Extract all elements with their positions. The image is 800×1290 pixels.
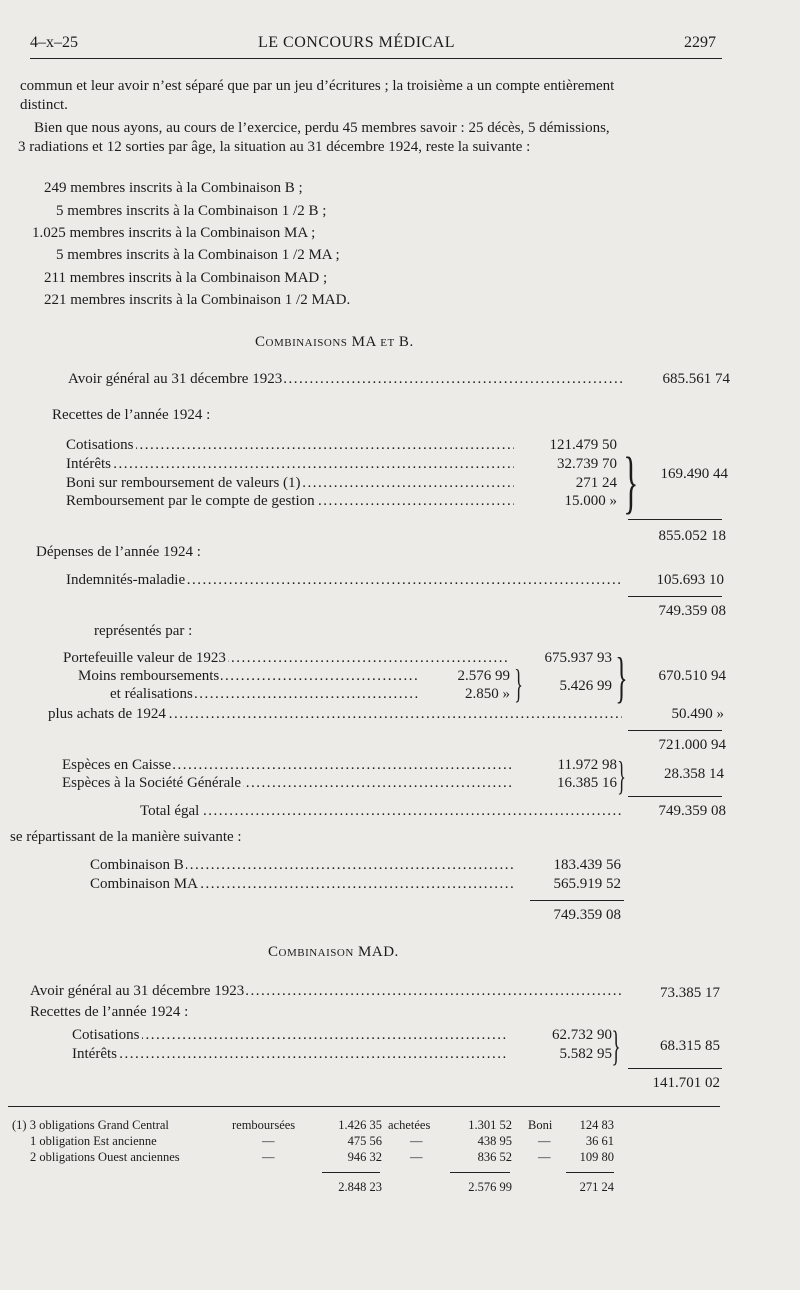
fn-total-c7: 271 24 (579, 1180, 614, 1194)
fn-c3: 946 32 (347, 1150, 382, 1164)
fn-c2: — (262, 1134, 275, 1148)
intro-line-1: commun et leur avoir n’est séparé que par un jeu d’écritures ; la troisième a un compte entièrement (20, 78, 615, 94)
sum-rule (628, 596, 722, 597)
fn-c7: 124 83 (579, 1118, 614, 1132)
leader-line (66, 475, 514, 492)
fn-total-c3: 2.848 23 (338, 1180, 382, 1194)
avoir-label: Avoir général au 31 décembre 1923 (68, 371, 283, 387)
fn-c1: 1 obligation Est ancienne (30, 1134, 157, 1148)
sum-rule (628, 796, 722, 797)
fn-c5: 836 52 (477, 1150, 512, 1164)
fn-c3: 1.426 35 (338, 1118, 382, 1132)
member-line: 1.025 membres inscrits à la Combinaison MA ; (32, 225, 316, 241)
mad-avoir-value: 73.385 17 (660, 985, 720, 1001)
leader-line (78, 668, 418, 685)
page-number: 2297 (684, 34, 716, 51)
running-date: 4–x–25 (30, 34, 78, 51)
especes-sg-value: 16.385 16 (557, 775, 617, 791)
moins-value: 2.576 99 (457, 668, 510, 684)
fn-c4: — (410, 1150, 423, 1164)
achats-label: plus achats de 1924 (48, 706, 166, 722)
right-brace: } (623, 444, 639, 521)
mad-interets-value: 5.582 95 (559, 1046, 612, 1062)
footnote-rule (8, 1106, 720, 1107)
fn-c1: (1) 3 obligations Grand Central (12, 1118, 169, 1132)
member-line: 221 membres inscrits à la Combinaison 1 /2 MAD. (44, 292, 351, 308)
mad-cotisations-value: 62.732 90 (552, 1027, 612, 1043)
recette-value: 271 24 (575, 475, 617, 491)
recettes-total: 169.490 44 (660, 466, 728, 482)
fn-c6: — (538, 1134, 551, 1148)
moins-total: 5.426 99 (559, 678, 612, 694)
leader-line (48, 706, 622, 723)
fn-c4: achetées (388, 1118, 431, 1132)
sum-rule (530, 900, 624, 901)
leader-line (90, 857, 514, 874)
realisations-value: 2.850 » (465, 686, 510, 702)
repartition-title: se répartissant de la manière suivante : (10, 829, 242, 845)
mad-interets-label: Intérêts (72, 1046, 117, 1062)
sum-rule (628, 519, 722, 520)
recette-label: Cotisations (66, 437, 134, 453)
indemnites-label: Indemnités-maladie (66, 572, 186, 588)
subtotal-1: 855.052 18 (658, 528, 726, 544)
fn-sum-rule (322, 1172, 380, 1173)
comb-ma-value: 565.919 52 (553, 876, 621, 892)
recettes-title: Recettes de l’année 1924 : (52, 407, 211, 423)
representes-label: représentés par : (94, 623, 193, 639)
leader-line (63, 650, 509, 667)
portefeuille-label: Portefeuille valeur de 1923 (63, 650, 226, 666)
repartition-total: 749.359 08 (553, 907, 621, 923)
mad-cotisations-label: Cotisations (72, 1027, 140, 1043)
especes-caisse-label: Espèces en Caisse (62, 757, 172, 773)
fn-c7: 36 61 (585, 1134, 614, 1148)
fn-c6: Boni (528, 1118, 553, 1132)
fn-c6: — (538, 1150, 551, 1164)
fn-c5: 1.301 52 (468, 1118, 512, 1132)
leader-line (30, 983, 624, 1000)
leader-line (66, 572, 622, 589)
right-brace: } (514, 661, 523, 706)
fn-c7: 109 80 (579, 1150, 614, 1164)
comb-b-value: 183.439 56 (553, 857, 621, 873)
right-brace: } (615, 647, 628, 709)
comb-ma-label: Combinaison MA (90, 876, 198, 892)
leader-line (90, 876, 514, 893)
leader-line (68, 371, 624, 388)
total-egal-value: 749.359 08 (658, 803, 726, 819)
mad-recettes-title: Recettes de l’année 1924 : (30, 1004, 189, 1020)
avoir-value: 685.561 74 (662, 371, 730, 387)
recette-label: Intérêts (66, 456, 111, 472)
sum-rule (628, 1068, 722, 1069)
leader-line (62, 757, 514, 774)
fn-sum-rule (450, 1172, 510, 1173)
fn-c2: — (262, 1150, 275, 1164)
recette-value: 32.739 70 (557, 456, 617, 472)
subtotal-3: 721.000 94 (658, 737, 726, 753)
recette-label: Remboursement par le compte de gestion (66, 493, 315, 509)
fn-c1: 2 obligations Ouest anciennes (30, 1150, 180, 1164)
header-rule (30, 58, 722, 59)
indemnites-value: 105.693 10 (656, 572, 724, 588)
fn-c2: remboursées (232, 1118, 296, 1132)
portefeuille-value: 675.937 93 (544, 650, 612, 666)
section-title-mad: Combinaison MAD. (268, 944, 399, 960)
leader-line (72, 1046, 508, 1063)
recette-value: 121.479 50 (549, 437, 617, 453)
fn-c5: 438 95 (477, 1134, 512, 1148)
fn-c3: 475 56 (347, 1134, 382, 1148)
total-egal-label: Total égal (140, 803, 200, 819)
achats-value: 50.490 » (671, 706, 724, 722)
fn-sum-rule (566, 1172, 614, 1173)
right-brace: } (611, 1024, 621, 1070)
fn-c4: — (410, 1134, 423, 1148)
section-title-ma-b: Combinaisons MA et B. (255, 334, 414, 350)
mad-recettes-total: 68.315 85 (660, 1038, 720, 1054)
moins-label: Moins remboursements (78, 668, 220, 684)
member-line: 211 membres inscrits à la Combinaison MAD ; (44, 270, 328, 286)
subtotal-2: 749.359 08 (658, 603, 726, 619)
member-line: 5 membres inscrits à la Combinaison 1 /2 B ; (56, 203, 327, 219)
mad-total: 141.701 02 (652, 1075, 720, 1091)
comb-b-label: Combinaison B (90, 857, 184, 873)
leader-line (72, 1027, 508, 1044)
fn-total-c5: 2.576 99 (468, 1180, 512, 1194)
especes-sg-label: Espèces à la Société Générale (62, 775, 242, 791)
recette-label: Boni sur remboursement de valeurs (1) (66, 475, 301, 491)
member-line: 249 membres inscrits à la Combinaison B ; (44, 180, 303, 196)
depenses-title: Dépenses de l’année 1924 : (36, 544, 201, 560)
sum-rule (628, 730, 722, 731)
journal-title: LE CONCOURS MÉDICAL (258, 34, 456, 51)
especes-total: 28.358 14 (664, 766, 724, 782)
leader-line (140, 803, 622, 820)
intro-line-4: 3 radiations et 12 sorties par âge, la situation au 31 décembre 1924, reste la suivante : (18, 139, 531, 155)
intro-line-3: Bien que nous ayons, au cours de l’exercice, perdu 45 membres savoir : 25 décès, 5 démissions, (34, 120, 610, 136)
portefeuille-net: 670.510 94 (658, 668, 726, 684)
member-line: 5 membres inscrits à la Combinaison 1 /2 MA ; (56, 247, 340, 263)
leader-line (66, 437, 514, 454)
leader-line (62, 775, 514, 792)
realisations-label: et réalisations (110, 686, 193, 702)
mad-avoir-label: Avoir général au 31 décembre 1923 (30, 983, 245, 999)
right-brace: } (617, 753, 626, 798)
especes-caisse-value: 11.972 98 (557, 757, 617, 773)
leader-line (66, 456, 514, 473)
recette-value: 15.000 » (564, 493, 617, 509)
intro-line-2: distinct. (20, 97, 68, 113)
leader-line (66, 493, 514, 510)
leader-line (110, 686, 418, 703)
